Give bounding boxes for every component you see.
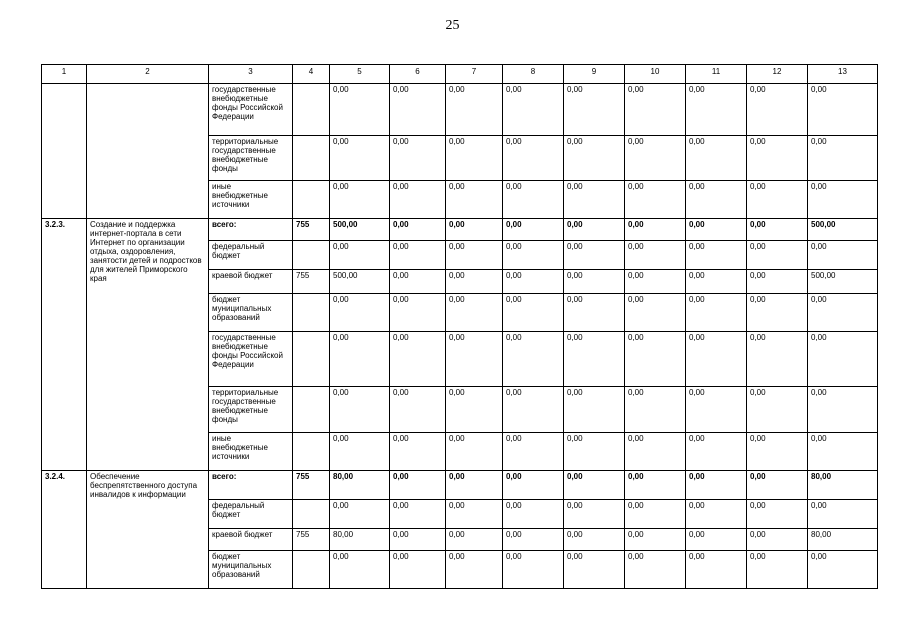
budget-code: 755	[293, 270, 330, 294]
amount-cell: 0,00	[747, 294, 808, 332]
amount-cell: 0,00	[446, 500, 503, 529]
amount-cell: 0,00	[686, 84, 747, 136]
amount-cell: 0,00	[808, 294, 878, 332]
budget-code	[293, 294, 330, 332]
column-header: 8	[503, 65, 564, 84]
amount-cell: 500,00	[330, 270, 390, 294]
amount-cell: 0,00	[564, 181, 625, 219]
amount-cell: 500,00	[330, 219, 390, 241]
amount-cell: 0,00	[747, 332, 808, 387]
funding-source: территориальные государственные внебюджетные фонды	[209, 387, 293, 433]
column-header: 4	[293, 65, 330, 84]
amount-cell: 0,00	[390, 181, 446, 219]
amount-cell: 0,00	[390, 332, 446, 387]
amount-cell: 0,00	[330, 387, 390, 433]
amount-cell: 0,00	[686, 471, 747, 500]
amount-cell: 0,00	[503, 551, 564, 589]
amount-cell: 0,00	[625, 387, 686, 433]
amount-cell: 0,00	[747, 387, 808, 433]
amount-cell: 0,00	[503, 387, 564, 433]
amount-cell: 0,00	[808, 84, 878, 136]
amount-cell: 0,00	[747, 219, 808, 241]
amount-cell: 0,00	[686, 332, 747, 387]
column-header: 9	[564, 65, 625, 84]
amount-cell: 0,00	[390, 294, 446, 332]
amount-cell: 0,00	[503, 181, 564, 219]
amount-cell: 0,00	[330, 551, 390, 589]
budget-code: 755	[293, 529, 330, 551]
amount-cell: 0,00	[390, 500, 446, 529]
column-header: 11	[686, 65, 747, 84]
amount-cell: 0,00	[686, 529, 747, 551]
amount-cell: 0,00	[503, 241, 564, 270]
budget-code	[293, 551, 330, 589]
amount-cell: 0,00	[625, 471, 686, 500]
amount-cell: 0,00	[686, 433, 747, 471]
amount-cell: 0,00	[564, 270, 625, 294]
amount-cell: 500,00	[808, 270, 878, 294]
amount-cell: 500,00	[808, 219, 878, 241]
amount-cell: 0,00	[625, 500, 686, 529]
amount-cell: 80,00	[808, 471, 878, 500]
amount-cell: 0,00	[330, 500, 390, 529]
funding-source: иные внебюджетные источники	[209, 181, 293, 219]
column-header: 5	[330, 65, 390, 84]
budget-code	[293, 332, 330, 387]
funding-source: государственные внебюджетные фонды Российской Федерации	[209, 84, 293, 136]
amount-cell: 0,00	[446, 471, 503, 500]
amount-cell: 80,00	[808, 529, 878, 551]
funding-source: федеральный бюджет	[209, 500, 293, 529]
table-header-row	[42, 65, 878, 84]
amount-cell: 0,00	[564, 294, 625, 332]
amount-cell: 0,00	[446, 219, 503, 241]
column-header: 10	[625, 65, 686, 84]
amount-cell: 0,00	[808, 241, 878, 270]
funding-source: территориальные государственные внебюджетные фонды	[209, 136, 293, 181]
amount-cell: 0,00	[503, 529, 564, 551]
funding-source: государственные внебюджетные фонды Российской Федерации	[209, 332, 293, 387]
amount-cell: 0,00	[564, 332, 625, 387]
amount-cell: 0,00	[446, 529, 503, 551]
amount-cell: 0,00	[747, 241, 808, 270]
amount-cell: 0,00	[686, 136, 747, 181]
budget-code	[293, 241, 330, 270]
amount-cell: 0,00	[747, 433, 808, 471]
amount-cell: 0,00	[747, 529, 808, 551]
amount-cell: 0,00	[686, 241, 747, 270]
amount-cell: 0,00	[625, 84, 686, 136]
amount-cell: 0,00	[390, 471, 446, 500]
funding-source: всего:	[209, 471, 293, 500]
column-header: 13	[808, 65, 878, 84]
amount-cell: 0,00	[625, 433, 686, 471]
amount-cell: 0,00	[503, 270, 564, 294]
amount-cell: 0,00	[330, 433, 390, 471]
amount-cell: 0,00	[625, 551, 686, 589]
amount-cell: 0,00	[686, 387, 747, 433]
column-header: 6	[390, 65, 446, 84]
budget-code: 755	[293, 219, 330, 241]
amount-cell: 0,00	[564, 433, 625, 471]
amount-cell: 0,00	[446, 433, 503, 471]
amount-cell: 0,00	[564, 551, 625, 589]
amount-cell: 0,00	[503, 471, 564, 500]
amount-cell: 0,00	[503, 84, 564, 136]
amount-cell: 0,00	[747, 471, 808, 500]
amount-cell: 0,00	[625, 294, 686, 332]
amount-cell: 0,00	[564, 241, 625, 270]
amount-cell: 0,00	[390, 387, 446, 433]
amount-cell: 0,00	[808, 551, 878, 589]
amount-cell: 0,00	[330, 136, 390, 181]
amount-cell: 0,00	[747, 136, 808, 181]
page-number: 25	[445, 18, 460, 33]
column-header: 3	[209, 65, 293, 84]
amount-cell: 0,00	[686, 219, 747, 241]
amount-cell: 0,00	[390, 529, 446, 551]
funding-source: бюджет муниципальных образований	[209, 294, 293, 332]
table-row	[42, 219, 878, 241]
amount-cell: 0,00	[390, 551, 446, 589]
amount-cell: 0,00	[330, 84, 390, 136]
amount-cell: 0,00	[390, 84, 446, 136]
amount-cell: 0,00	[564, 500, 625, 529]
amount-cell: 0,00	[747, 270, 808, 294]
amount-cell: 80,00	[330, 529, 390, 551]
amount-cell: 0,00	[625, 219, 686, 241]
amount-cell: 0,00	[808, 387, 878, 433]
funding-source: всего:	[209, 219, 293, 241]
amount-cell: 0,00	[808, 332, 878, 387]
table-row	[42, 84, 878, 136]
amount-cell: 0,00	[686, 181, 747, 219]
amount-cell: 0,00	[564, 529, 625, 551]
item-description	[87, 84, 209, 219]
table-body	[42, 84, 878, 589]
amount-cell: 0,00	[747, 84, 808, 136]
item-code	[42, 84, 87, 219]
amount-cell: 0,00	[330, 181, 390, 219]
amount-cell: 0,00	[686, 551, 747, 589]
amount-cell: 0,00	[625, 270, 686, 294]
amount-cell: 0,00	[330, 294, 390, 332]
amount-cell: 0,00	[625, 529, 686, 551]
amount-cell: 0,00	[747, 551, 808, 589]
amount-cell: 0,00	[564, 219, 625, 241]
item-description: Создание и поддержка интернет-портала в сети Интернет по организации отдыха, оздоровления, занятости детей и подростков для жителей Приморского края	[87, 219, 209, 471]
amount-cell: 0,00	[625, 181, 686, 219]
amount-cell: 0,00	[390, 136, 446, 181]
amount-cell: 0,00	[564, 471, 625, 500]
amount-cell: 0,00	[390, 219, 446, 241]
amount-cell: 0,00	[330, 241, 390, 270]
amount-cell: 0,00	[625, 332, 686, 387]
amount-cell: 80,00	[330, 471, 390, 500]
budget-code: 755	[293, 471, 330, 500]
budget-code	[293, 433, 330, 471]
amount-cell: 0,00	[503, 136, 564, 181]
budget-code	[293, 387, 330, 433]
funding-source: иные внебюджетные источники	[209, 433, 293, 471]
amount-cell: 0,00	[686, 270, 747, 294]
amount-cell: 0,00	[808, 500, 878, 529]
amount-cell: 0,00	[503, 433, 564, 471]
amount-cell: 0,00	[446, 84, 503, 136]
amount-cell: 0,00	[808, 433, 878, 471]
amount-cell: 0,00	[390, 433, 446, 471]
item-code: 3.2.4.	[42, 471, 87, 589]
amount-cell: 0,00	[503, 500, 564, 529]
amount-cell: 0,00	[808, 181, 878, 219]
funding-source: бюджет муниципальных образований	[209, 551, 293, 589]
amount-cell: 0,00	[446, 181, 503, 219]
budget-code	[293, 500, 330, 529]
column-header: 12	[747, 65, 808, 84]
table-row	[42, 471, 878, 500]
funding-source: краевой бюджет	[209, 270, 293, 294]
amount-cell: 0,00	[686, 294, 747, 332]
amount-cell: 0,00	[446, 241, 503, 270]
column-header: 2	[87, 65, 209, 84]
amount-cell: 0,00	[686, 500, 747, 529]
amount-cell: 0,00	[446, 270, 503, 294]
amount-cell: 0,00	[446, 136, 503, 181]
budget-code	[293, 136, 330, 181]
column-header: 1	[42, 65, 87, 84]
amount-cell: 0,00	[503, 332, 564, 387]
amount-cell: 0,00	[625, 241, 686, 270]
amount-cell: 0,00	[446, 387, 503, 433]
amount-cell: 0,00	[503, 294, 564, 332]
amount-cell: 0,00	[390, 241, 446, 270]
amount-cell: 0,00	[808, 136, 878, 181]
amount-cell: 0,00	[564, 387, 625, 433]
budget-code	[293, 84, 330, 136]
amount-cell: 0,00	[446, 551, 503, 589]
amount-cell: 0,00	[564, 84, 625, 136]
amount-cell: 0,00	[446, 332, 503, 387]
amount-cell: 0,00	[747, 500, 808, 529]
funding-source: федеральный бюджет	[209, 241, 293, 270]
amount-cell: 0,00	[747, 181, 808, 219]
amount-cell: 0,00	[503, 219, 564, 241]
item-code: 3.2.3.	[42, 219, 87, 471]
amount-cell: 0,00	[390, 270, 446, 294]
amount-cell: 0,00	[564, 136, 625, 181]
item-description: Обеспечение беспрепятственного доступа инвалидов к информации	[87, 471, 209, 589]
budget-code	[293, 181, 330, 219]
amount-cell: 0,00	[446, 294, 503, 332]
column-header: 7	[446, 65, 503, 84]
funding-source: краевой бюджет	[209, 529, 293, 551]
budget-table	[41, 64, 878, 589]
amount-cell: 0,00	[330, 332, 390, 387]
amount-cell: 0,00	[625, 136, 686, 181]
